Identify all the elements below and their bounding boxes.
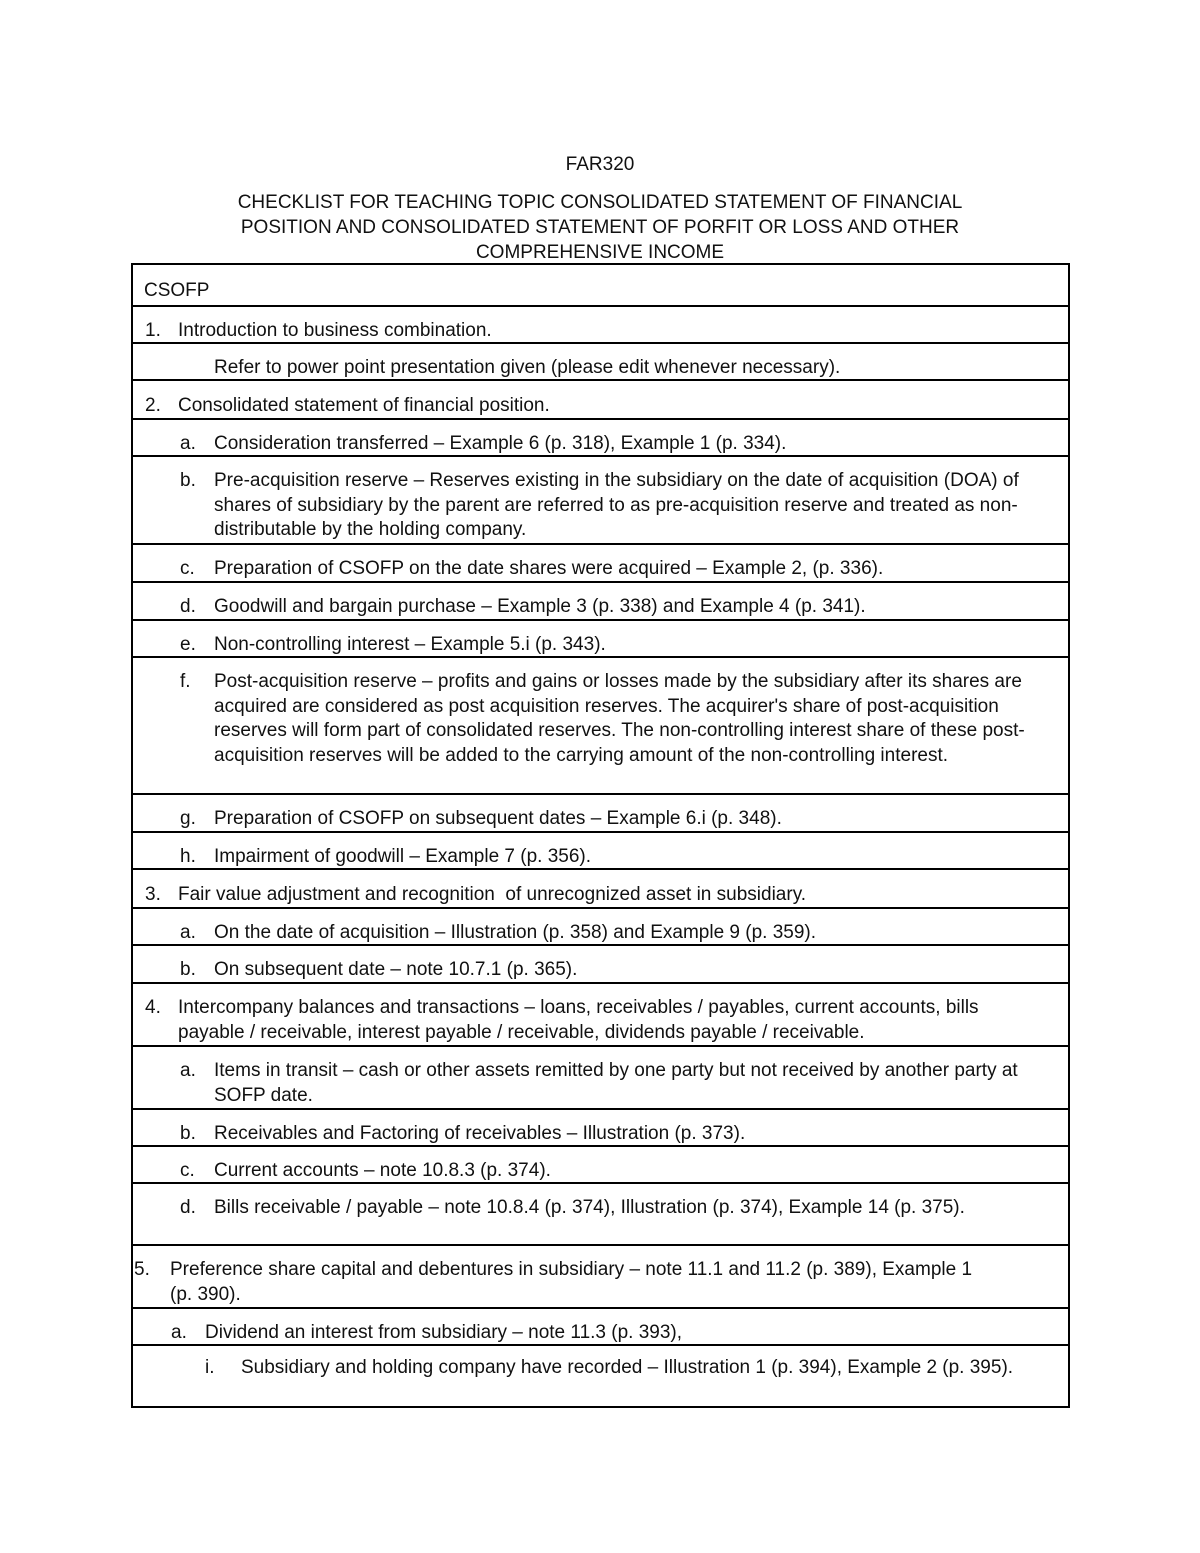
row-marker: d. — [180, 1197, 196, 1218]
row-text: Preference share capital and debentures in subsidiary – note 11.1 and 11.2 (p. 389), Example 1 (p. 390). — [170, 1259, 973, 1305]
row-marker: c. — [180, 558, 195, 579]
row-text: Goodwill and bargain purchase – Example 3 (p. 338) and Example 4 (p. 341). — [214, 596, 866, 617]
row-marker: a. — [180, 922, 196, 943]
row-text: Post-acquisition reserve – profits and gains or losses made by the subsidiary after its shares are acquired are considered as post acquisition reserves. The acquirer's share of post-acquisition reserves will form part of consolidated reserves. The non-controlling interest share of these post-acquisition reserves will be added to the carrying amount of the non-controlling interest. — [214, 671, 1025, 766]
title-line-3: COMPREHENSIVE INCOME — [475, 242, 725, 263]
row-text: Subsidiary and holding company have recorded – Illustration 1 (p. 394), Example 2 (p. 395). — [241, 1357, 1014, 1378]
row-text: Refer to power point presentation given (please edit whenever necessary). — [214, 357, 841, 378]
checklist-row — [133, 581, 1068, 619]
row-marker: e. — [180, 634, 196, 655]
course-code: FAR320 — [565, 154, 635, 175]
row-marker: 5. — [134, 1259, 150, 1280]
row-text: Current accounts – note 10.8.3 (p. 374). — [214, 1160, 551, 1181]
row-marker: 2. — [145, 395, 161, 416]
checklist-row — [133, 907, 1068, 944]
row-marker: 4. — [145, 997, 161, 1018]
row-text: Consideration transferred – Example 6 (p. 318), Example 1 (p. 334). — [214, 433, 787, 454]
checklist-row — [133, 1045, 1068, 1108]
row-marker: h. — [180, 846, 196, 867]
checklist-row — [133, 1108, 1068, 1145]
checklist-row-section-header — [133, 265, 1068, 305]
row-marker: 1. — [145, 320, 161, 341]
checklist-row — [133, 1182, 1068, 1244]
title-line-1: CHECKLIST FOR TEACHING TOPIC CONSOLIDATED STATEMENT OF FINANCIAL — [237, 192, 963, 213]
checklist-row — [133, 831, 1068, 868]
checklist-row — [133, 1344, 1068, 1406]
row-text: On subsequent date – note 10.7.1 (p. 365). — [214, 959, 578, 980]
row-marker: b. — [180, 470, 196, 491]
checklist-row — [133, 455, 1068, 543]
checklist-row — [133, 656, 1068, 793]
checklist-row — [133, 793, 1068, 831]
row-text: On the date of acquisition – Illustration (p. 358) and Example 9 (p. 359). — [214, 922, 817, 943]
row-marker: b. — [180, 1123, 196, 1144]
checklist-row — [133, 543, 1068, 581]
checklist-row — [133, 1307, 1068, 1344]
row-text: Impairment of goodwill – Example 7 (p. 356). — [214, 846, 592, 867]
checklist-table — [131, 263, 1070, 1408]
row-text: Consolidated statement of financial position. — [178, 395, 550, 416]
row-marker: a. — [180, 1060, 196, 1081]
row-marker: b. — [180, 959, 196, 980]
row-marker: i. — [205, 1357, 215, 1378]
checklist-row — [133, 619, 1068, 656]
title-line-2: POSITION AND CONSOLIDATED STATEMENT OF PORFIT OR LOSS AND OTHER — [240, 217, 960, 238]
row-marker: c. — [180, 1160, 195, 1181]
checklist-row — [133, 868, 1068, 907]
row-text: Intercompany balances and transactions – loans, receivables / payables, current accounts, bills payable / receivable, interest payable / receivable, dividends payable / receivable. — [178, 997, 979, 1043]
row-text: Preparation of CSOFP on the date shares were acquired – Example 2, (p. 336). — [214, 558, 884, 579]
checklist-row — [133, 305, 1068, 342]
row-text: Receivables and Factoring of receivables – Illustration (p. 373). — [214, 1123, 746, 1144]
row-marker: f. — [180, 671, 191, 692]
checklist-row — [133, 1244, 1068, 1307]
row-text: Dividend an interest from subsidiary – note 11.3 (p. 393), — [205, 1322, 683, 1343]
row-text: Fair value adjustment and recognition of unrecognized asset in subsidiary. — [178, 884, 807, 905]
row-text: Items in transit – cash or other assets remitted by one party but not received by another party at SOFP date. — [214, 1060, 1018, 1106]
row-marker: 3. — [145, 884, 161, 905]
row-marker: g. — [180, 808, 196, 829]
checklist-row — [133, 418, 1068, 455]
checklist-row — [133, 982, 1068, 1045]
checklist-row — [133, 944, 1068, 982]
row-text: Introduction to business combination. — [178, 320, 492, 341]
row-text: Bills receivable / payable – note 10.8.4 (p. 374), Illustration (p. 374), Example 14 (p. 375). — [214, 1197, 965, 1218]
row-text: Non-controlling interest – Example 5.i (p. 343). — [214, 634, 606, 655]
row-marker: a. — [171, 1322, 187, 1343]
checklist-row — [133, 1145, 1068, 1182]
checklist-row — [133, 379, 1068, 418]
checklist-row — [133, 342, 1068, 379]
document-title — [0, 190, 1200, 265]
row-text: Pre-acquisition reserve – Reserves existing in the subsidiary on the date of acquisition (DOA) of shares of subsidiary by the parent are referred to as pre-acquisition reserve and treated as non-distributable by the holding company. — [214, 470, 1019, 541]
row-text: Preparation of CSOFP on subsequent dates – Example 6.i (p. 348). — [214, 808, 782, 829]
row-marker: d. — [180, 596, 196, 617]
row-marker: a. — [180, 433, 196, 454]
row-text: CSOFP — [144, 280, 210, 301]
